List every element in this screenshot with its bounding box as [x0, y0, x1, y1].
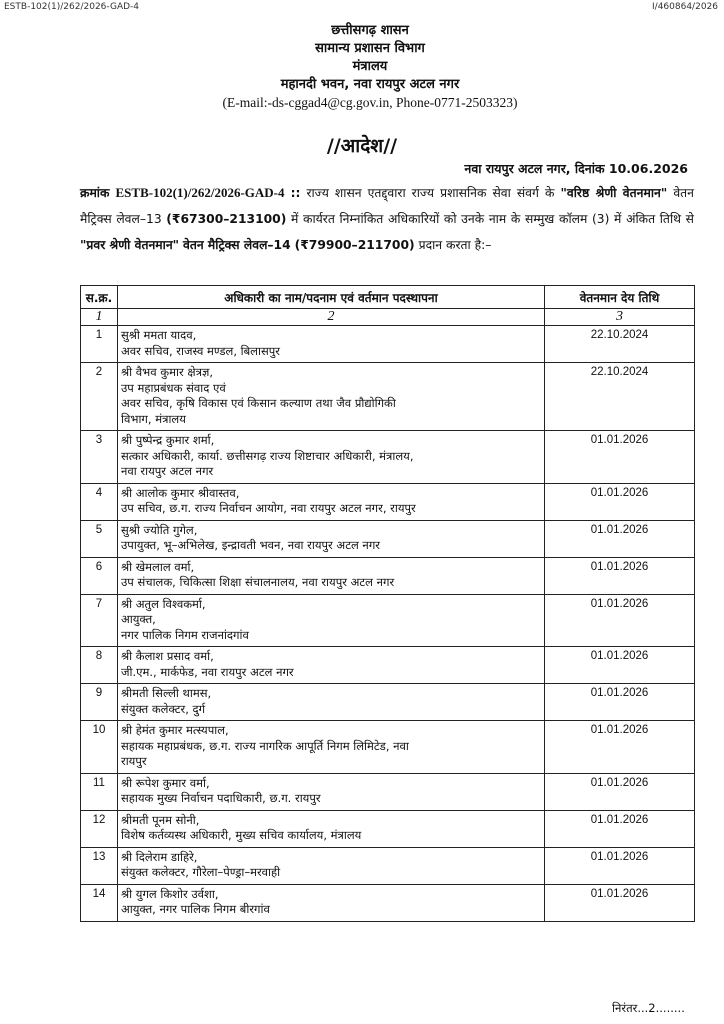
officer-details — [118, 431, 545, 484]
officer-name: श्री अतुल विश्वकर्मा, — [121, 596, 206, 611]
effective-date: 01.01.2026 — [545, 557, 695, 594]
effective-date: 01.01.2026 — [545, 810, 695, 847]
officer-details — [118, 363, 545, 431]
effective-date: 01.01.2026 — [545, 520, 695, 557]
effective-date: 01.01.2026 — [545, 884, 695, 921]
effective-date: 01.01.2026 — [545, 773, 695, 810]
table-header-row — [81, 286, 695, 309]
order-title: //आदेश// — [326, 135, 398, 157]
serial-number: 1 — [81, 326, 118, 363]
table-row — [81, 363, 695, 431]
officer-details — [118, 594, 545, 647]
pay-level: वेतन मैट्रिक्स लेवल–14 — [182, 238, 291, 252]
order-body — [80, 180, 694, 258]
serial-number: 6 — [81, 557, 118, 594]
officer-details — [118, 483, 545, 520]
table-row — [81, 431, 695, 484]
ministry-name: मंत्रालय — [352, 59, 388, 74]
officer-name: श्री कैलाश प्रसाद वर्मा, — [121, 649, 214, 663]
officers-table — [80, 285, 695, 922]
document-header-strip — [0, 2, 724, 16]
table-row — [81, 810, 695, 847]
officer-designation: उप सचिव, छ.ग. राज्य निर्वाचन आयोग, नवा रायपुर अटल नगर, रायपुर — [121, 501, 416, 515]
officer-name: श्री पुष्पेन्द्र कुमार शर्मा, — [121, 433, 215, 447]
table-row — [81, 721, 695, 774]
officer-designation: उपायुक्त, भू–अभिलेख, इन्द्रावती भवन, नवा रायपुर अटल नगर — [121, 538, 380, 552]
officer-designation: नगर पालिक निगम राजनांदगांव — [121, 627, 249, 642]
effective-date: 01.01.2026 — [545, 431, 695, 484]
officer-details — [118, 810, 545, 847]
table-row — [81, 647, 695, 684]
officer-designation: आयुक्त, नगर पालिक निगम बीरगांव — [121, 902, 270, 916]
serial-number: 11 — [81, 773, 118, 810]
table-row — [81, 847, 695, 884]
body-text-part: में कार्यरत निम्नांकित अधिकारियों को उनके नाम के सम्मुख कॉलम (3) में अंकित तिथि से — [291, 212, 694, 226]
serial-number: 3 — [81, 431, 118, 484]
serial-number: 8 — [81, 647, 118, 684]
officer-designation: उप महाप्रबंधक संवाद एवं — [121, 380, 226, 395]
new-pay-range: (₹79900–211700) — [294, 238, 415, 252]
officer-designation: विशेष कर्तव्यस्थ अधिकारी, मुख्य सचिव कार्यालय, मंत्रालय — [121, 828, 362, 842]
officer-designation: नवा रायपुर अटल नगर — [121, 464, 214, 478]
serial-number: 10 — [81, 721, 118, 774]
officer-designation: सत्कार अधिकारी, कार्या. छत्तीसगढ़ राज्य शिष्टाचार अधिकारी, मंत्रालय, — [121, 448, 414, 463]
officer-designation: विभाग, मंत्रालय — [121, 411, 186, 426]
officer-details — [118, 520, 545, 557]
body-text-part: वेतन मैट्रिक्स लेवल–13 — [80, 186, 694, 226]
officer-designation: संयुक्त कलेक्टर, दुर्ग — [121, 701, 206, 716]
officer-designation: उप संचालक, चिकित्सा शिक्षा संचालनालय, नवा रायपुर अटल नगर — [121, 575, 395, 589]
officer-name: श्री युगल किशोर उर्वशा, — [121, 886, 219, 901]
officer-name: श्री दिलेराम डाहिरे, — [121, 849, 198, 864]
office-address: महानदी भवन, नवा रायपुर अटल नगर — [280, 77, 460, 92]
letterhead — [190, 22, 550, 112]
officer-details — [118, 884, 545, 921]
officer-name: श्री हेमंत कुमार मत्स्यपाल, — [121, 723, 229, 737]
officer-details — [118, 847, 545, 884]
officer-designation: अवर सचिव, राजस्व मण्डल, बिलासपुर — [121, 343, 280, 358]
table-row — [81, 557, 695, 594]
table-row — [81, 594, 695, 647]
officer-details — [118, 647, 545, 684]
file-number-header: ESTB-102(1)/262/2026-GAD-4 — [4, 2, 140, 12]
department-name: सामान्य प्रशासन विभाग — [315, 41, 425, 56]
officer-name: श्री आलोक कुमार श्रीवास्तव, — [121, 485, 240, 500]
serial-number: 2 — [81, 363, 118, 431]
officer-details — [118, 326, 545, 363]
order-number-label: क्रमांक — [80, 186, 110, 200]
officer-designation: अवर सचिव, कृषि विकास एवं किसान कल्याण तथा जैव प्रौद्योगिकी — [121, 396, 396, 410]
officer-designation: सहायक महाप्रबंधक, छ.ग. राज्य नागरिक आपूर्ति निगम लिमिटेड, नवा — [121, 738, 409, 753]
table-row — [81, 884, 695, 921]
serial-number: 14 — [81, 884, 118, 921]
effective-date: 22.10.2024 — [545, 326, 695, 363]
officer-name: श्रीमती सिल्ली थामस, — [121, 686, 212, 700]
serial-number: 9 — [81, 684, 118, 721]
officer-details — [118, 721, 545, 774]
table-row — [81, 520, 695, 557]
column-number: 2 — [118, 309, 545, 326]
serial-column-header: स.क्र. — [81, 286, 118, 309]
effective-date: 01.01.2026 — [545, 721, 695, 774]
separator: :: — [290, 186, 301, 200]
officer-name: श्री रूपेश कुमार वर्मा, — [121, 775, 210, 790]
place-and-date: नवा रायपुर अटल नगर, दिनांक 10.06.2026 — [464, 161, 688, 176]
body-text-part: राज्य शासन एतद्द्वारा राज्य प्रशासनिक सेवा संवर्ग के — [306, 186, 555, 200]
effective-date: 22.10.2024 — [545, 363, 695, 431]
officer-designation: संयुक्त कलेक्टर, गौरेला–पेण्ड्रा–मरवाही — [121, 865, 281, 879]
officer-designation: सहायक मुख्य निर्वाचन पदाधिकारी, छ.ग. रायपुर — [121, 791, 321, 805]
column-number: 1 — [81, 309, 118, 326]
table-row — [81, 773, 695, 810]
officer-column-header: अधिकारी का नाम/पदनाम एवं वर्तमान पदस्थापना — [118, 286, 545, 309]
serial-number: 7 — [81, 594, 118, 647]
government-name: छत्तीसगढ़ शासन — [331, 23, 409, 38]
table-row — [81, 483, 695, 520]
officer-name: श्री वैभव कुमार क्षेत्रज्ञ, — [121, 365, 213, 379]
contact-details: (E-mail:-ds-cggad4@cg.gov.in, Phone-0771-2503323) — [222, 95, 518, 110]
column-number: 3 — [545, 309, 695, 326]
officer-name: सुश्री ममता यादव, — [121, 328, 197, 342]
table-row — [81, 326, 695, 363]
selection-pay-scale: "प्रवर श्रेणी वेतनमान" — [80, 238, 180, 252]
serial-number: 5 — [81, 520, 118, 557]
officer-designation: आयुक्त, — [121, 612, 156, 626]
effective-date: 01.01.2026 — [545, 647, 695, 684]
officer-designation: रायपुर — [121, 754, 147, 768]
effective-date: 01.01.2026 — [545, 847, 695, 884]
officer-designation: जी.एम., मार्कफेड, नवा रायपुर अटल नगर — [121, 664, 294, 679]
current-pay-range: (₹67300–213100) — [166, 212, 287, 226]
effective-date: 01.01.2026 — [545, 684, 695, 721]
date-column-header: वेतनमान देय तिथि — [545, 286, 695, 309]
order-reference-number: ESTB-102(1)/262/2026-GAD-4 — [115, 185, 285, 200]
officer-details — [118, 557, 545, 594]
effective-date: 01.01.2026 — [545, 594, 695, 647]
officer-name: श्री खेमलाल वर्मा, — [121, 559, 195, 574]
serial-number: 12 — [81, 810, 118, 847]
continued-marker: निरंतर...2........ — [612, 1001, 685, 1015]
body-text-part: प्रदान करता है:– — [418, 238, 492, 252]
table-row — [81, 684, 695, 721]
senior-pay-scale: "वरिष्ठ श्रेणी वेतनमान" — [560, 186, 668, 200]
effective-date: 01.01.2026 — [545, 483, 695, 520]
officer-name: सुश्री ज्योति गुगेल, — [121, 522, 198, 537]
serial-number: 13 — [81, 847, 118, 884]
inward-number-header: I/460864/2026 — [652, 2, 718, 12]
officer-details — [118, 773, 545, 810]
officer-name: श्रीमती पूनम सोनी, — [121, 812, 200, 827]
officer-details — [118, 684, 545, 721]
serial-number: 4 — [81, 483, 118, 520]
column-number-row — [81, 309, 695, 326]
